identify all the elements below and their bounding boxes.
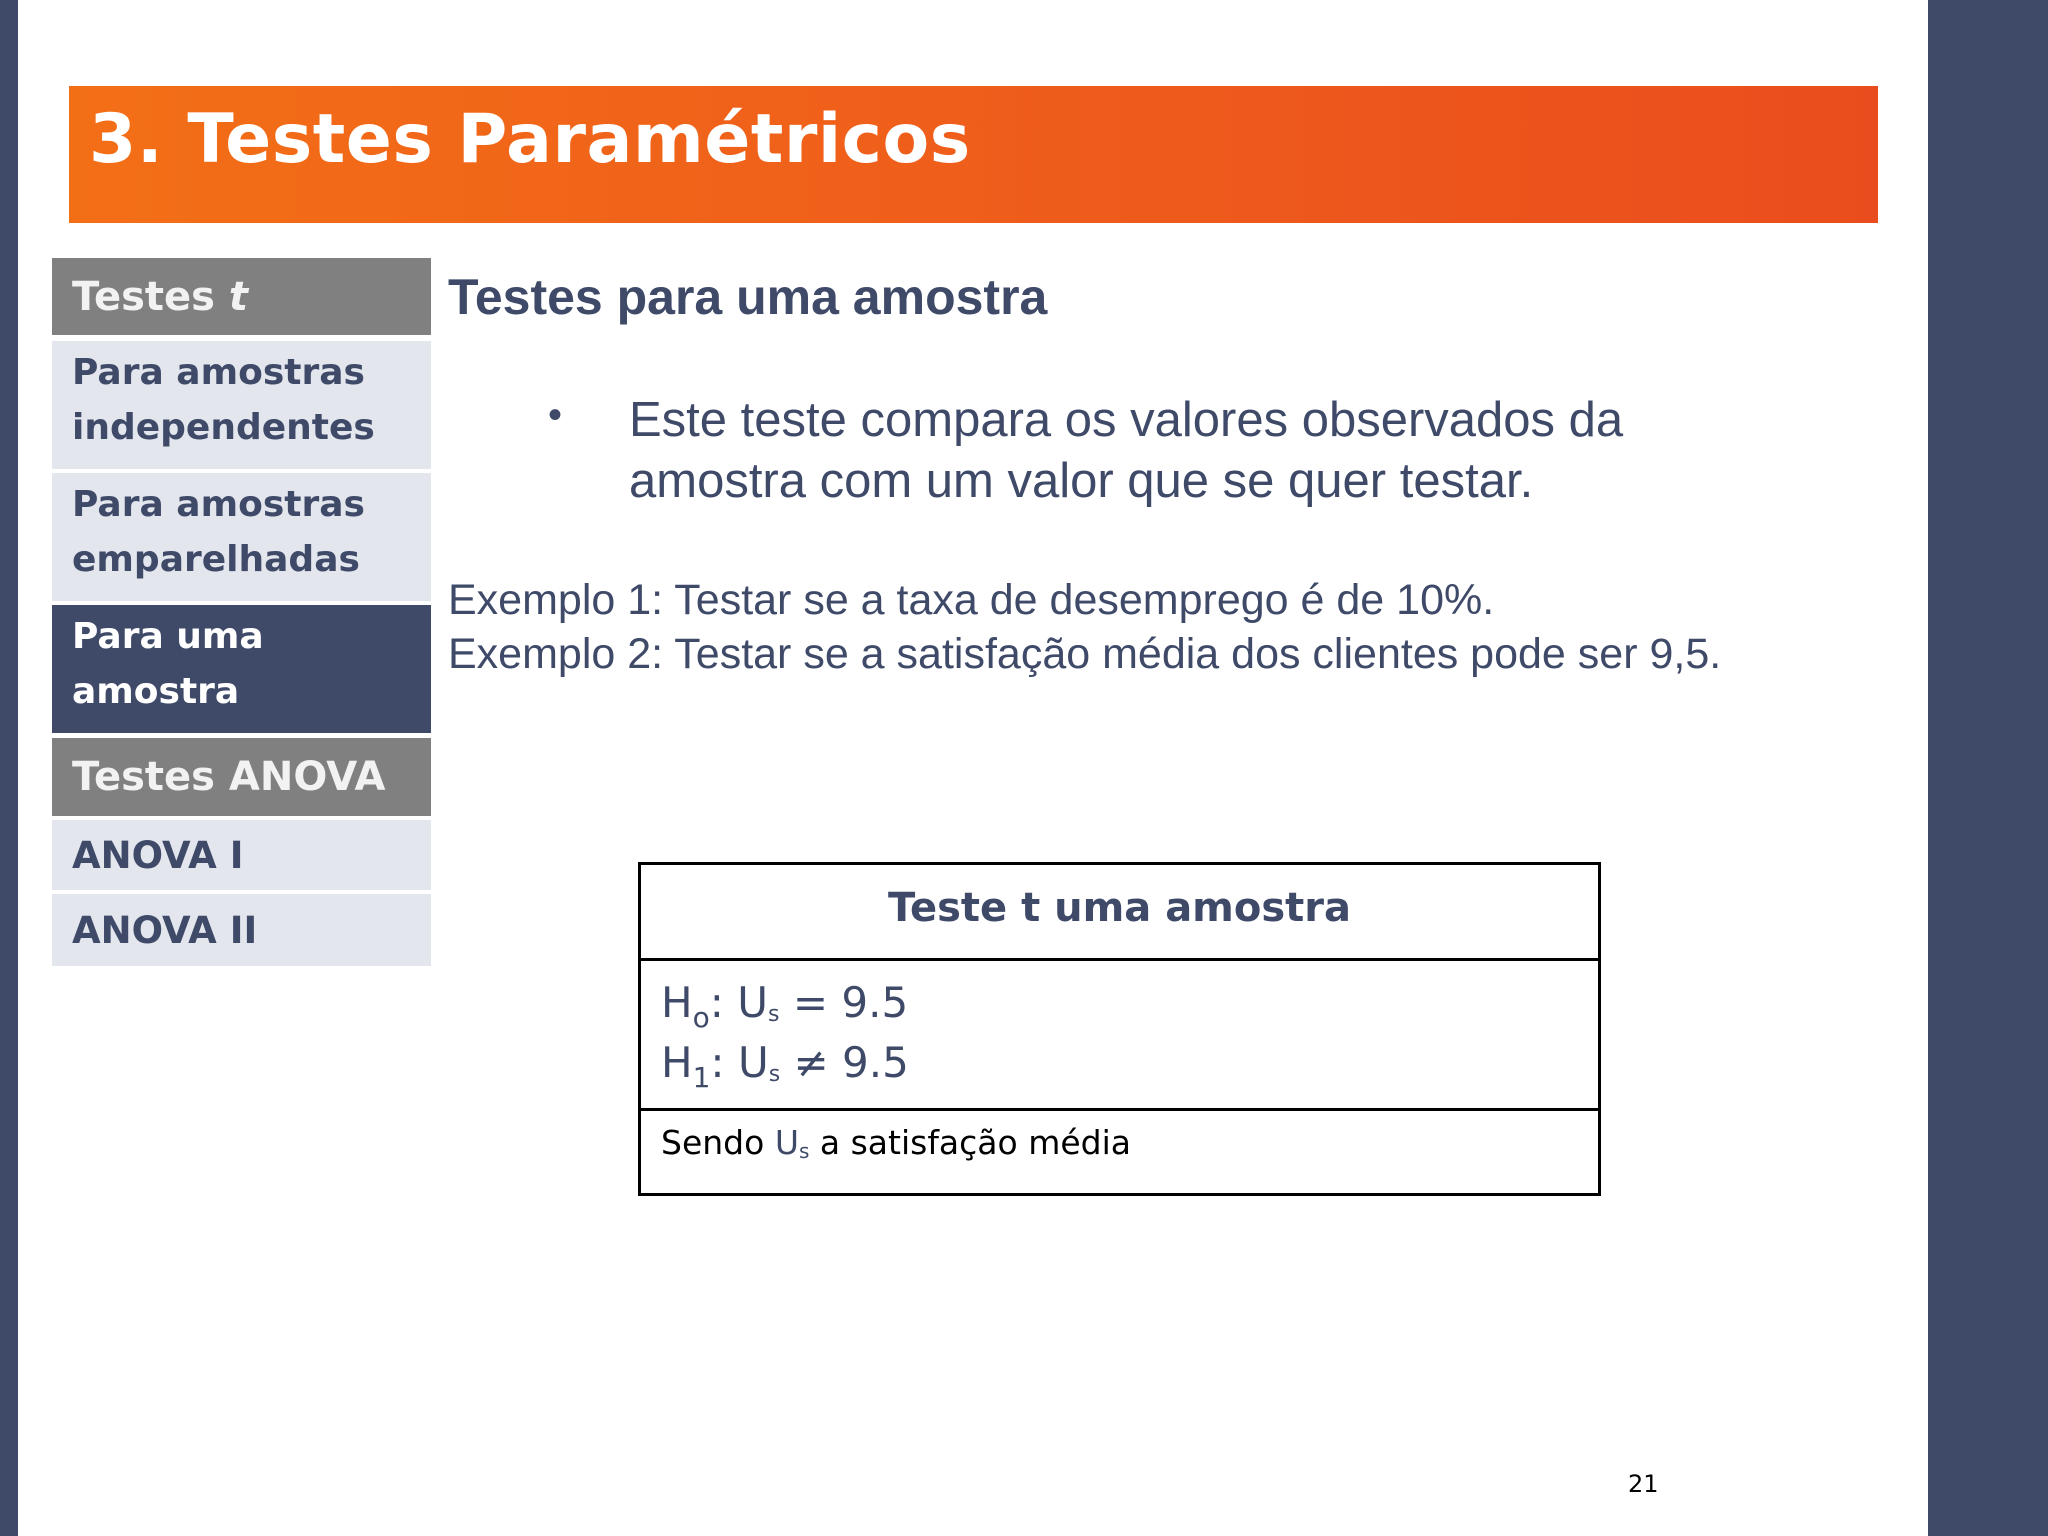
hypothesis-note: Sendo Us a satisfação média [661, 1123, 1131, 1163]
hypothesis-table-title: Teste t uma amostra [641, 865, 1598, 961]
example-1: Exemplo 1: Testar se a taxa de desemprego é de 10%. [448, 576, 1495, 624]
bullet-icon: • [548, 393, 563, 437]
sidebar-item-amostras-independentes[interactable] [52, 341, 431, 469]
sidebar-item-anova-i[interactable] [52, 820, 431, 890]
sidebar-section-testes-t[interactable] [52, 258, 431, 335]
sidebar-item-uma-amostra[interactable] [52, 605, 431, 733]
sidebar-item-anova-ii[interactable] [52, 894, 431, 966]
section-heading: Testes para uma amostra [448, 269, 1048, 325]
sidebar-section-label: Testes [72, 273, 229, 320]
sidebar-item-label: ANOVA I [72, 833, 244, 877]
sidebar-item-label: ANOVA II [72, 908, 258, 952]
null-hypothesis: $H_o$: Us = 9.5 [661, 978, 909, 1034]
alternative-hypothesis: $H_1$: Us ≠ 9.5 [661, 1038, 909, 1094]
bullet-text: Este teste compara os valores observados da amostra com um valor que se quer testar. [629, 393, 1624, 508]
example-2: Exemplo 2: Testar se a satisfação média dos clientes pode ser 9,5. [448, 630, 1722, 678]
hypothesis-table [638, 862, 1601, 1196]
sidebar-section-label: Testes ANOVA [72, 754, 386, 800]
title-banner [69, 86, 1878, 223]
page-title: 3. Testes Paramétricos [89, 100, 971, 179]
sidebar-item-label: amostra [72, 671, 240, 712]
page-number: 21 [1628, 1470, 1659, 1498]
sidebar-item-label: Para amostras [72, 484, 365, 525]
sidebar-item-label: Para amostras [72, 352, 365, 393]
sidebar-item-label: Para uma [72, 616, 264, 657]
left-border-bar [0, 0, 18, 1536]
sidebar-section-label-italic: t [228, 273, 249, 320]
sidebar-item-label: independentes [72, 407, 375, 448]
sidebar-item-amostras-emparelhadas[interactable] [52, 473, 431, 601]
sidebar-item-label: emparelhadas [72, 539, 360, 580]
hypothesis-table-body [641, 961, 1598, 1111]
sidebar-section-testes-anova[interactable] [52, 738, 431, 816]
right-border-bar [1928, 0, 2048, 1536]
